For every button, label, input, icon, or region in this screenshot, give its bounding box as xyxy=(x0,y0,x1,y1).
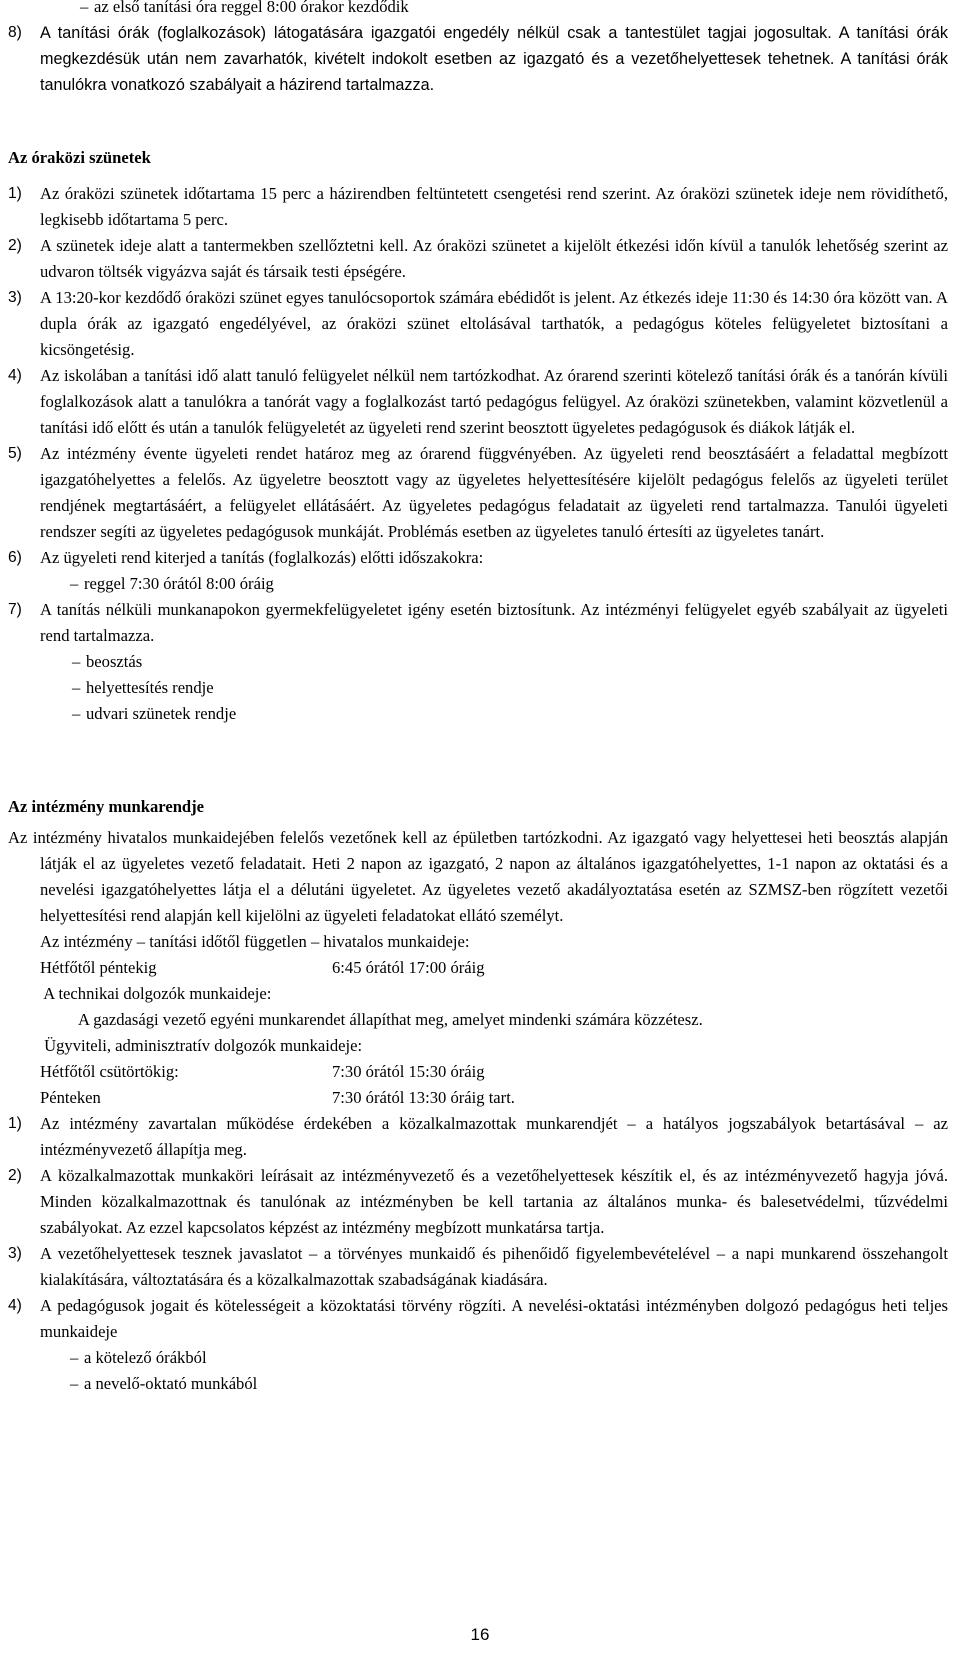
list-item: – beosztás xyxy=(72,649,948,675)
item-text: A tanítási órák (foglalkozások) látogatására igazgatói engedély nélkül csak a tantestület tagjai jogosultak. A tanítási órák megkezdésük után nem zavarhatók, kivételt indokolt esetben az igazgató és a vezetőhelyettesek tehetnek. A tanítási órák tanulókra vonatkozó szabályait a házirend tartalmazza. xyxy=(40,24,948,94)
technical-text: A gazdasági vezető egyéni munkarendet állapíthat meg, amelyet mindenki számára közzétesz. xyxy=(78,1010,703,1029)
schedule-row-mon-thu xyxy=(8,1059,948,1085)
item-text: Az iskolában a tanítási idő alatt tanuló felügyelet nélkül nem tartózkodhat. Az órarend szerinti kötelező tanítási órák és a tanórán kívüli foglalkozások alatt a tanulókra a tanórát vagy a foglalkozást tartó pedagógus felügyel. Az óraközi szünetekben, valamint közvetlenül a tanítási idő előtt és után a tanulók felügyeletét az ügyeleti rend szerint beosztott ügyeletes pedagógusok és diákok látják el. xyxy=(40,366,948,437)
workorder-intro: Az intézmény hivatalos munkaidejében felelős vezetőnek kell az épületben tartózkodni. Az igazgató vagy helyettesei heti beosztás alapján látják el az ügyeletes vezető feladatait. Heti 2 napon az igazgató, 2 napon az általános igazgatóhelyettes, 1-1 napon az oktatási és a nevelési igazgatóhelyettes látja el a délutáni ügyeletet. Az ügyeletes vezető akadályoztatása esetén az SZMSZ-ben rögzített vezetői helyettesítési rend alapján kell kijelölni az ügyeleti feladatokat ellátó személyt. xyxy=(8,828,948,925)
workorder-section xyxy=(8,794,948,1397)
break-item-5 xyxy=(8,441,948,545)
schedule-hours: 7:30 órától 13:30 óráig tart. xyxy=(332,1088,515,1107)
break-item-1 xyxy=(8,181,948,233)
list-item: – udvari szünetek rendje xyxy=(72,701,948,727)
item-text: Az intézmény évente ügyeleti rendet határoz meg az órarend függvényében. Az ügyeleti rend beosztásáért a feladattal megbízott igazgatóhelyettes a felelős. Az ügyeletre beosztott vagy az ügyeletes helyettesítésére kijelölt pedagógus felelős az ügyeleti terület rendjének megtartásáért, a felügyelet ellátásáért. Az ügyeletes pedagógus feladatait az ügyeleti rend tartalmazza. Tanulói ügyeleti rendszer segíti az ügyeletes pedagógusok munkáját. Problémás esetben az ügyeletes tanuló értesíti az ügyeletes tanárt. xyxy=(40,444,948,541)
item-text: Az ügyeleti rend kiterjed a tanítás (foglalkozás) előtti időszakokra: xyxy=(40,548,484,567)
technical-label: A technikai dolgozók munkaideje: xyxy=(40,984,272,1003)
item-number: 3) xyxy=(8,289,22,306)
dash-bullet: – xyxy=(70,1374,79,1393)
schedule-day: Hétfőtől csütörtökig: xyxy=(40,1062,179,1081)
list-item: – a kötelező órákból xyxy=(70,1345,948,1371)
item-number: 3) xyxy=(8,1245,22,1262)
list-item: – helyettesítés rendje xyxy=(72,675,948,701)
official-hours-label: Az intézmény – tanítási időtől független – hivatalos munkaideje: xyxy=(40,932,470,951)
schedule-day: Pénteken xyxy=(40,1088,101,1107)
item-text: A pedagógusok jogait és kötelességeit a közoktatási törvény rögzíti. A nevelési-oktatási intézményben dolgozó pedagógus heti teljes munkaideje xyxy=(40,1296,948,1341)
item-text: A vezetőhelyettesek tesznek javaslatot – a törvényes munkaidő és pihenőidő figyelembevételével – a napi munkarend összehangolt kialakítására, változtatására és a közalkalmazottak szabadságának kiadására. xyxy=(40,1244,948,1289)
workorder-item-2 xyxy=(8,1163,948,1241)
list-item: – a nevelő-oktató munkából xyxy=(70,1371,948,1397)
item-text: A szünetek ideje alatt a tantermekben szellőztetni kell. Az óraközi szünetet a kijelölt étkezési időn kívül a tanulók lehetőség szerint az udvaron töltsék vigyázva saját és társaik testi épségére. xyxy=(40,236,948,281)
schedule-row-mon-fri xyxy=(8,955,948,981)
item-number: 5) xyxy=(8,445,22,462)
section-heading-breaks: Az óraközi szünetek xyxy=(8,148,151,167)
break-item-6 xyxy=(8,545,948,571)
dash-bullet: – xyxy=(70,1348,79,1367)
workorder-item-4 xyxy=(8,1293,948,1345)
item-text: Az óraközi szünetek időtartama 15 perc a házirendben feltüntetett csengetési rend szerint. Az óraközi szünetek ideje nem rövidíthető, legkisebb időtartama 5 perc. xyxy=(40,184,948,229)
rule-item-8 xyxy=(8,20,948,98)
break-item-4 xyxy=(8,363,948,441)
break-item-3 xyxy=(8,285,948,363)
break-item-2 xyxy=(8,233,948,285)
item-number: 4) xyxy=(8,367,22,384)
schedule-row-fri xyxy=(8,1085,948,1111)
schedule-hours: 7:30 órától 15:30 óráig xyxy=(332,1062,485,1081)
first-lesson-line xyxy=(8,0,948,20)
item6-sublist xyxy=(8,571,948,597)
item4-sublist xyxy=(8,1345,948,1397)
page-number: 16 xyxy=(470,1625,490,1644)
item-number: 6) xyxy=(8,549,22,566)
schedule-hours: 6:45 órától 17:00 óráig xyxy=(332,958,485,977)
dash-bullet: – xyxy=(72,678,81,697)
item-number: 2) xyxy=(8,1167,22,1184)
item-number: 2) xyxy=(8,237,22,254)
item-text: A közalkalmazottak munkaköri leírásait az intézményvezető és a vezetőhelyettesek készítik el, és az intézményvezető hagyja jóvá. Minden közalkalmazottnak és tanulónak az intézményben be kell tartania az általános munka- és balesetvédelmi, tűzvédelmi szabályokat. Az ezzel kapcsolatos képzést az intézmény megbízott munkatársa tartja. xyxy=(40,1166,948,1237)
breaks-section xyxy=(8,145,948,727)
list-item: – reggel 7:30 órától 8:00 óráig xyxy=(70,571,948,597)
break-item-7 xyxy=(8,597,948,649)
section-heading-workorder: Az intézmény munkarendje xyxy=(8,797,205,816)
item-number: 1) xyxy=(8,1115,22,1132)
first-lesson-text: az első tanítási óra reggel 8:00 órakor kezdődik xyxy=(94,0,409,16)
top-section xyxy=(8,0,948,98)
item-number: 7) xyxy=(8,601,22,618)
dash-bullet: – xyxy=(72,704,81,723)
dash-bullet: – xyxy=(80,0,89,16)
item-text: A 13:20-kor kezdődő óraközi szünet egyes tanulócsoportok számára ebédidőt is jelent. Az étkezés ideje 11:30 és 14:30 óra között van. A dupla órák az igazgató engedélyével, az óraközi szünet eltolásával tarthatók, a pedagógus köteles felügyeletet biztosítani a kicsöngetésig. xyxy=(40,288,948,359)
item-number: 1) xyxy=(8,185,22,202)
workorder-item-1 xyxy=(8,1111,948,1163)
dash-bullet: – xyxy=(72,652,81,671)
item-number: 4) xyxy=(8,1297,22,1314)
item7-sublist xyxy=(8,649,948,727)
item-text: A tanítás nélküli munkanapokon gyermekfelügyeletet igény esetén biztosítunk. Az intézményi felügyelet egyéb szabályait az ügyeleti rend tartalmazza. xyxy=(40,600,948,645)
workorder-item-3 xyxy=(8,1241,948,1293)
dash-bullet: – xyxy=(70,574,79,593)
item-number: 8) xyxy=(8,24,22,41)
schedule-day: Hétfőtől péntekig xyxy=(40,958,157,977)
admin-label: Ügyviteli, adminisztratív dolgozók munkaideje: xyxy=(40,1036,363,1055)
item-text: Az intézmény zavartalan működése érdekében a közalkalmazottak munkarendjét – a hatályos jogszabályok betartásával – az intézményvezető állapítja meg. xyxy=(40,1114,948,1159)
